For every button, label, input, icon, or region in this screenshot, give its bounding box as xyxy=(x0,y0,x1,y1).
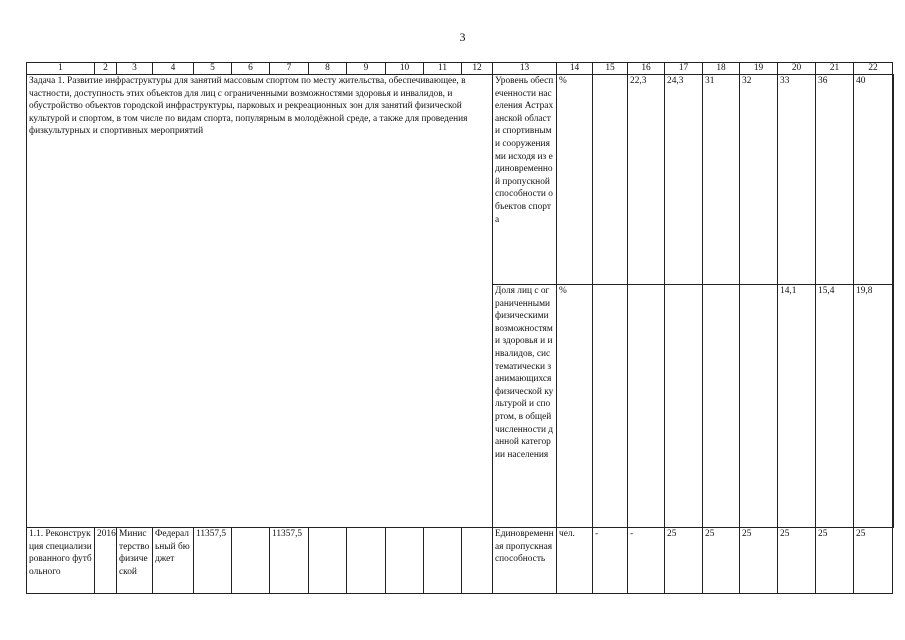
column-number: 2 xyxy=(95,63,117,75)
column-number: 8 xyxy=(309,63,347,75)
indicator-value: 33 xyxy=(778,75,816,285)
activity-value: 25 xyxy=(778,528,816,594)
indicator-value xyxy=(740,285,778,528)
indicator-value xyxy=(628,285,665,528)
indicator-value xyxy=(893,285,894,528)
empty-cell xyxy=(386,528,424,594)
column-number: 6 xyxy=(232,63,270,75)
column-number: 19 xyxy=(740,63,778,75)
column-number: 20 xyxy=(778,63,816,75)
column-number: 1 xyxy=(27,63,95,75)
column-number: 10 xyxy=(386,63,424,75)
indicator-value: 36 xyxy=(816,75,854,285)
indicator-value: 31 xyxy=(703,75,740,285)
activity-value: 25 xyxy=(665,528,703,594)
activity-funding-source: Федеральный бюджет xyxy=(153,528,194,594)
indicator-value: 14,1 xyxy=(778,285,816,528)
column-number: 17 xyxy=(665,63,703,75)
activity-col7: 11357,5 xyxy=(270,528,309,594)
activity-value: 25 xyxy=(854,528,893,594)
column-number: 14 xyxy=(557,63,593,75)
indicator-value: 15,4 xyxy=(816,285,854,528)
indicator-value: 32 xyxy=(740,75,778,285)
empty-cell xyxy=(424,528,462,594)
indicator-name: Уровень обеспеченности населения Астраханской области спортивными сооружениями исходя из единовременной пропускной способности объектов спорта xyxy=(493,75,557,285)
column-number: 18 xyxy=(703,63,740,75)
indicator-value: 40 xyxy=(854,75,893,285)
activity-value: 25 xyxy=(703,528,740,594)
empty-cell xyxy=(309,528,347,594)
column-number: 16 xyxy=(628,63,665,75)
indicator-value xyxy=(703,285,740,528)
indicator-value xyxy=(893,75,894,285)
indicator-name: Доля лиц с ограниченными физическими возможностями здоровья и инвалидов, систематически занимающихся физической культурой и спортом, в общей численности данной категории населения xyxy=(493,285,557,528)
indicator-unit: % xyxy=(557,285,593,528)
task-description: Задача 1. Развитие инфраструктуры для занятий массовым спортом по месту жительства, обеспечивающее, в частности, доступность этих объектов для лиц с ограниченными возможностями здоровья и инвалидов, и обустройство объектов городской инфраструктуры, парковых и рекреационных зон для занятий физической культурой и спортом, в том числе по видам спорта, популярным в молодёжной среде, а также для проведения физкультурных и спортивных мероприятий xyxy=(27,75,493,528)
activity-year: 2016 xyxy=(95,528,117,594)
column-number: 22 xyxy=(854,63,893,75)
activity-value: - xyxy=(628,528,665,594)
activity-indicator: Единовременная пропускная способность xyxy=(493,528,557,594)
program-table xyxy=(26,62,894,594)
column-number: 13 xyxy=(493,63,557,75)
page-number: 3 xyxy=(459,30,466,44)
empty-cell xyxy=(347,528,386,594)
column-number: 11 xyxy=(424,63,462,75)
column-number: 3 xyxy=(117,63,153,75)
column-number: 9 xyxy=(347,63,386,75)
activity-row xyxy=(27,528,894,594)
column-number: 21 xyxy=(816,63,854,75)
indicator-value xyxy=(593,75,628,285)
column-number: 4 xyxy=(153,63,194,75)
activity-value: 25 xyxy=(816,528,854,594)
column-number: 7 xyxy=(270,63,309,75)
indicator-value xyxy=(665,285,703,528)
activity-unit: чел. xyxy=(557,528,593,594)
activity-executor: Министерство физической xyxy=(117,528,153,594)
indicator-value: 22,3 xyxy=(628,75,665,285)
indicator-value: 24,3 xyxy=(665,75,703,285)
activity-col6 xyxy=(232,528,270,594)
indicator-value xyxy=(593,285,628,528)
activity-value: 25 xyxy=(740,528,778,594)
activity-name: 1.1. Реконструкция специализированного футбольного xyxy=(27,528,95,594)
indicator-value: 19,8 xyxy=(854,285,893,528)
column-number-row xyxy=(27,63,894,75)
activity-total: 11357,5 xyxy=(194,528,232,594)
column-number: 5 xyxy=(194,63,232,75)
empty-cell xyxy=(462,528,493,594)
task-row xyxy=(27,75,894,285)
column-number: 15 xyxy=(593,63,628,75)
column-number: 12 xyxy=(462,63,493,75)
indicator-unit: % xyxy=(557,75,593,285)
activity-value: - xyxy=(593,528,628,594)
